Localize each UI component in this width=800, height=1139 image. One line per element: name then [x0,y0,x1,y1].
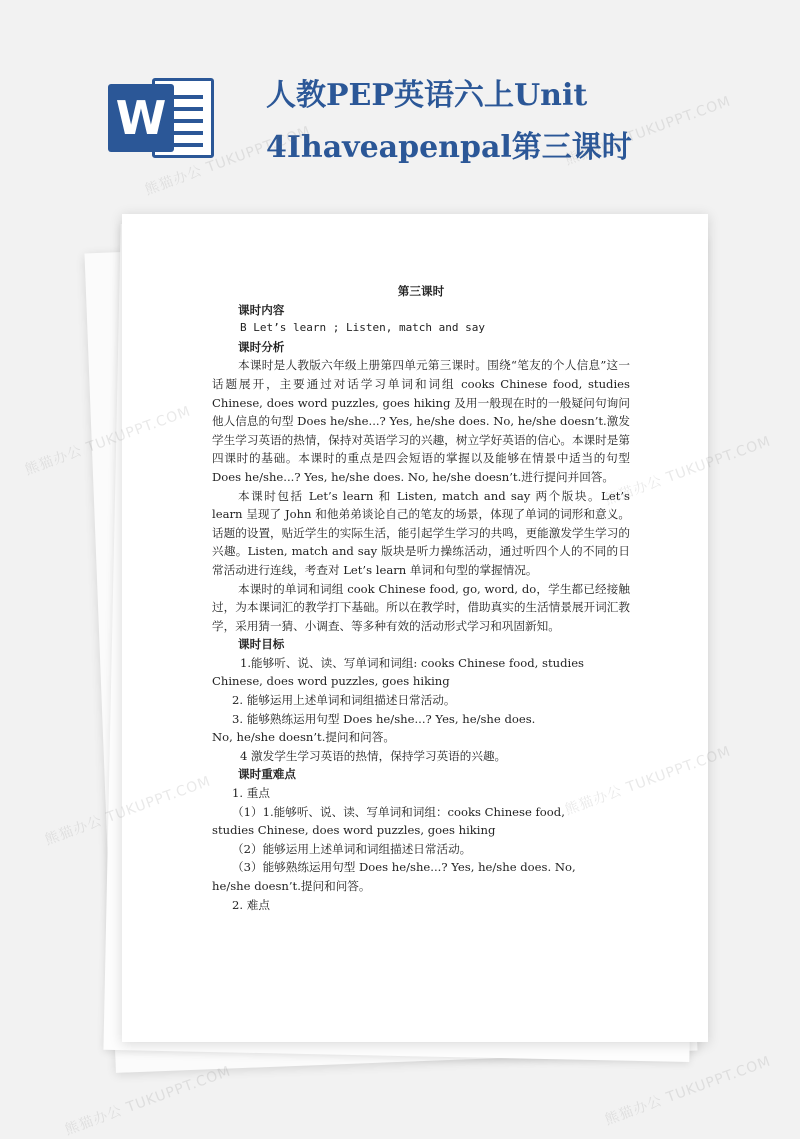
section-title: 课时目标 [238,637,285,652]
key-item: （2）能够运用上述单词和词组描述日常活动。 [232,841,472,856]
difficulty-title: 2. 难点 [232,897,270,912]
title-line-1: 人教PEP英语六上Unit [266,78,588,113]
goal-item: 3. 能够熟练运用句型 Does he/she...? Yes, he/she does. [232,711,536,726]
watermark: 熊猫办公 [22,442,85,479]
paragraph: 本课时包括 Let’s learn 和 Listen, match and say 两个版块。Let’s learn 呈现了 John 和他弟弟谈论自己的笔友的场景，体现了单词的词形和意义。话题的设置，贴近学生的实际生活，能引起学生学习的共鸣，更能激发学生学习的兴趣。Listen, match and say 版块是听力操练活动，通过听四个人的不同的日常活动进行连线，考查对 Let’s learn 单词和句型的掌握情况。 [212,488,630,577]
goal-item-cont: No, he/she doesn’t.提问和问答。 [212,730,395,745]
key-title: 1. 重点 [232,786,270,801]
watermark: 熊猫办公 TUKUPPT.COM [142,123,314,199]
paragraph: 本课时的单词和词组 cook Chinese food, go, word, do，学生都已经接触过，为本课词汇的教学打下基础。所以在教学时，借助真实的生活情景展开词汇教学，采用猜一猜、小调查、等多种有效的活动形式学习和巩固新知。 [212,581,630,633]
watermark: 熊猫办公 TUKUPPT.COM [62,1063,234,1139]
goal-item: 2. 能够运用上述单词和词组描述日常活动。 [232,693,456,708]
section-title: 课时内容 [238,302,285,317]
word-icon [108,72,216,164]
title-line-2: 4Ihaveapenpal第三课时 [266,130,632,165]
key-item-cont: he/she doesn’t.提问和问答。 [212,879,371,893]
watermark: TUKUPPT.COM [664,433,774,487]
section-title: 课时重难点 [238,767,296,782]
key-item: （1）1.能够听、说、读、写单词和词组：cooks Chinese food, [232,804,565,819]
document-heading: 第三课时 [397,284,445,298]
key-item: （3）能够熟练运用句型 Does he/she...? Yes, he/she does. No, [232,860,576,875]
goal-item-cont: Chinese, does word puzzles, goes hiking [212,674,450,689]
goal-item: 4 激发学生学习英语的热情，保持学习英语的兴趣。 [240,748,507,763]
section-body: B Let’s learn ; Listen, match and say [240,321,486,335]
paragraph: 本课时是人教版六年级上册第四单元第三课时。围绕“笔友的个人信息”这一话题展开，主要通过对话学习单词和词组 cooks Chinese food, studies Chinese, does word puzzles, goes hiking 及用一般现在时的一般疑问句询问他人信息的句型 Does he/she...? Yes, he/she does. No, he/she doesn’t.激发学生学习英语的热情，保持对英语学习的兴趣，树立学好英语的信心。本课时是第四课时的基础。本课时的重点是四会短语的掌握以及能够在情景中适当的句型 Does he/she...? Yes, he/she does. No, he/she doesn’t.进行提问并回答。 [212,358,630,484]
goal-item: 1.能够听、说、读、写单词和词组: cooks Chinese food, studies [240,655,585,670]
document-content [212,282,630,914]
key-item-cont: studies Chinese, does word puzzles, goes hiking [212,823,496,838]
watermark: 熊猫办公 TUKUPPT.COM [562,93,734,169]
watermark: 熊猫办公 [42,812,105,849]
watermark: 熊猫办公 TUKUPPT.COM [602,1053,774,1129]
document-page [122,214,708,1042]
page-title [266,70,766,174]
section-title: 课时分析 [238,339,285,354]
word-letter: W [108,84,174,152]
